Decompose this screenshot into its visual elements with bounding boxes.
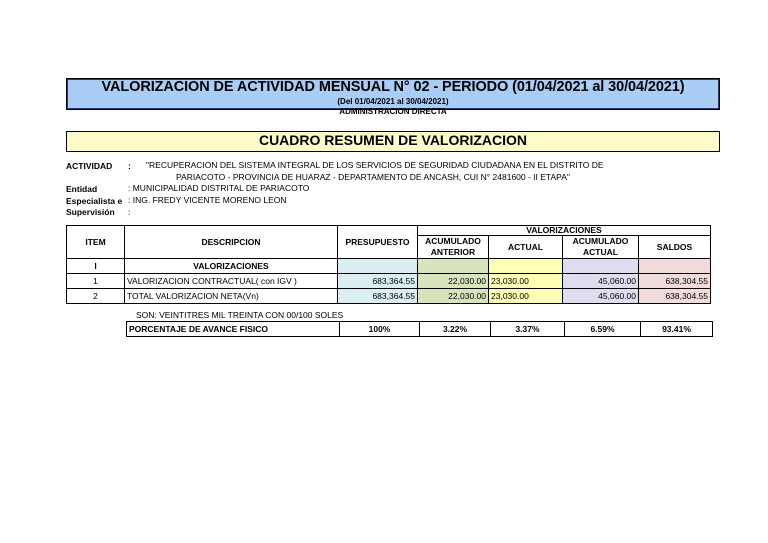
porcentaje-actual: 3.37% bbox=[491, 322, 565, 337]
supervision-label: Supervisión bbox=[66, 207, 115, 217]
cell-saldos: 638,304.55 bbox=[639, 289, 711, 304]
porcentaje-label: PORCENTAJE DE AVANCE FISICO bbox=[127, 322, 340, 337]
cell-descripcion: VALORIZACION CONTRACTUAL( con IGV ) bbox=[125, 274, 338, 289]
supervision-value: : bbox=[128, 207, 131, 217]
especialista-label: Especialista e bbox=[66, 196, 123, 206]
cell-acumulado-actual: 45,060.00 bbox=[563, 274, 639, 289]
header-item: ITEM bbox=[67, 226, 125, 259]
cell-saldos: 638,304.55 bbox=[639, 274, 711, 289]
summary-table bbox=[66, 225, 711, 304]
cell-item: 1 bbox=[67, 274, 125, 289]
actividad-line1: "RECUPERACION DEL SISTEMA INTEGRAL DE LOS SERVICIOS DE SEGURIDAD CIUDADANA EN EL DISTRITO DE bbox=[146, 160, 604, 170]
actividad-label: ACTIVIDAD bbox=[66, 161, 113, 171]
header-actual: ACTUAL bbox=[489, 236, 563, 259]
cell-acumulado-anterior: 22,030.00 bbox=[418, 274, 489, 289]
header-acumulado-anterior: ACUMULADO ANTERIOR bbox=[418, 236, 489, 259]
cell-acumulado-anterior: 22,030.00 bbox=[418, 289, 489, 304]
cell-presupuesto: 683,364.55 bbox=[338, 289, 418, 304]
section-descripcion: VALORIZACIONES bbox=[125, 259, 338, 274]
porcentaje-acumulado-actual: 6.59% bbox=[565, 322, 641, 337]
table-row bbox=[67, 274, 711, 289]
cell-presupuesto: 683,364.55 bbox=[338, 274, 418, 289]
header-acumulado-actual: ACUMULADO ACTUAL bbox=[563, 236, 639, 259]
page-title: VALORIZACION DE ACTIVIDAD MENSUAL N° 02 - PERIODO (01/04/2021 al 30/04/2021) bbox=[101, 79, 685, 95]
header-presupuesto: PRESUPUESTO bbox=[338, 226, 418, 259]
porcentaje-saldos: 93.41% bbox=[641, 322, 713, 337]
section-item: I bbox=[67, 259, 125, 274]
entidad-label: Entidad bbox=[66, 184, 98, 194]
porcentaje-table bbox=[126, 321, 713, 337]
table-row bbox=[67, 259, 711, 274]
cell-acumulado-actual: 45,060.00 bbox=[563, 289, 639, 304]
section-title: CUADRO RESUMEN DE VALORIZACION bbox=[258, 132, 528, 148]
table-row bbox=[127, 322, 713, 337]
porcentaje-acumulado-anterior: 3.22% bbox=[420, 322, 491, 337]
porcentaje-presupuesto: 100% bbox=[340, 322, 420, 337]
especialista-value: : ING. FREDY VICENTE MORENO LEON bbox=[128, 195, 287, 205]
cell-actual: 23,030.00 bbox=[489, 274, 563, 289]
header-saldos: SALDOS bbox=[639, 236, 711, 259]
table-row bbox=[67, 289, 711, 304]
actividad-line2: PARIACOTO - PROVINCIA DE HUARAZ - DEPARTAMENTO DE ANCASH, CUI N° 2481600 - II ETAPA" bbox=[176, 172, 570, 182]
admin-label: ADMINISTRACION DIRECTA bbox=[339, 107, 447, 115]
entidad-value: : MUNICIPALIDAD DISTRITAL DE PARIACOTO bbox=[128, 183, 310, 193]
cell-descripcion: TOTAL VALORIZACION NETA(Vn) bbox=[125, 289, 338, 304]
header-descripcion: DESCRIPCION bbox=[125, 226, 338, 259]
cell-actual: 23,030.00 bbox=[489, 289, 563, 304]
page-subtitle: (Del 01/04/2021 al 30/04/2021) bbox=[337, 97, 449, 106]
header-valorizaciones: VALORIZACIONES bbox=[418, 226, 711, 236]
son-text: SON: VEINTITRES MIL TREINTA CON 00/100 SOLES bbox=[136, 310, 344, 320]
actividad-separator: : bbox=[128, 161, 131, 171]
cell-item: 2 bbox=[67, 289, 125, 304]
